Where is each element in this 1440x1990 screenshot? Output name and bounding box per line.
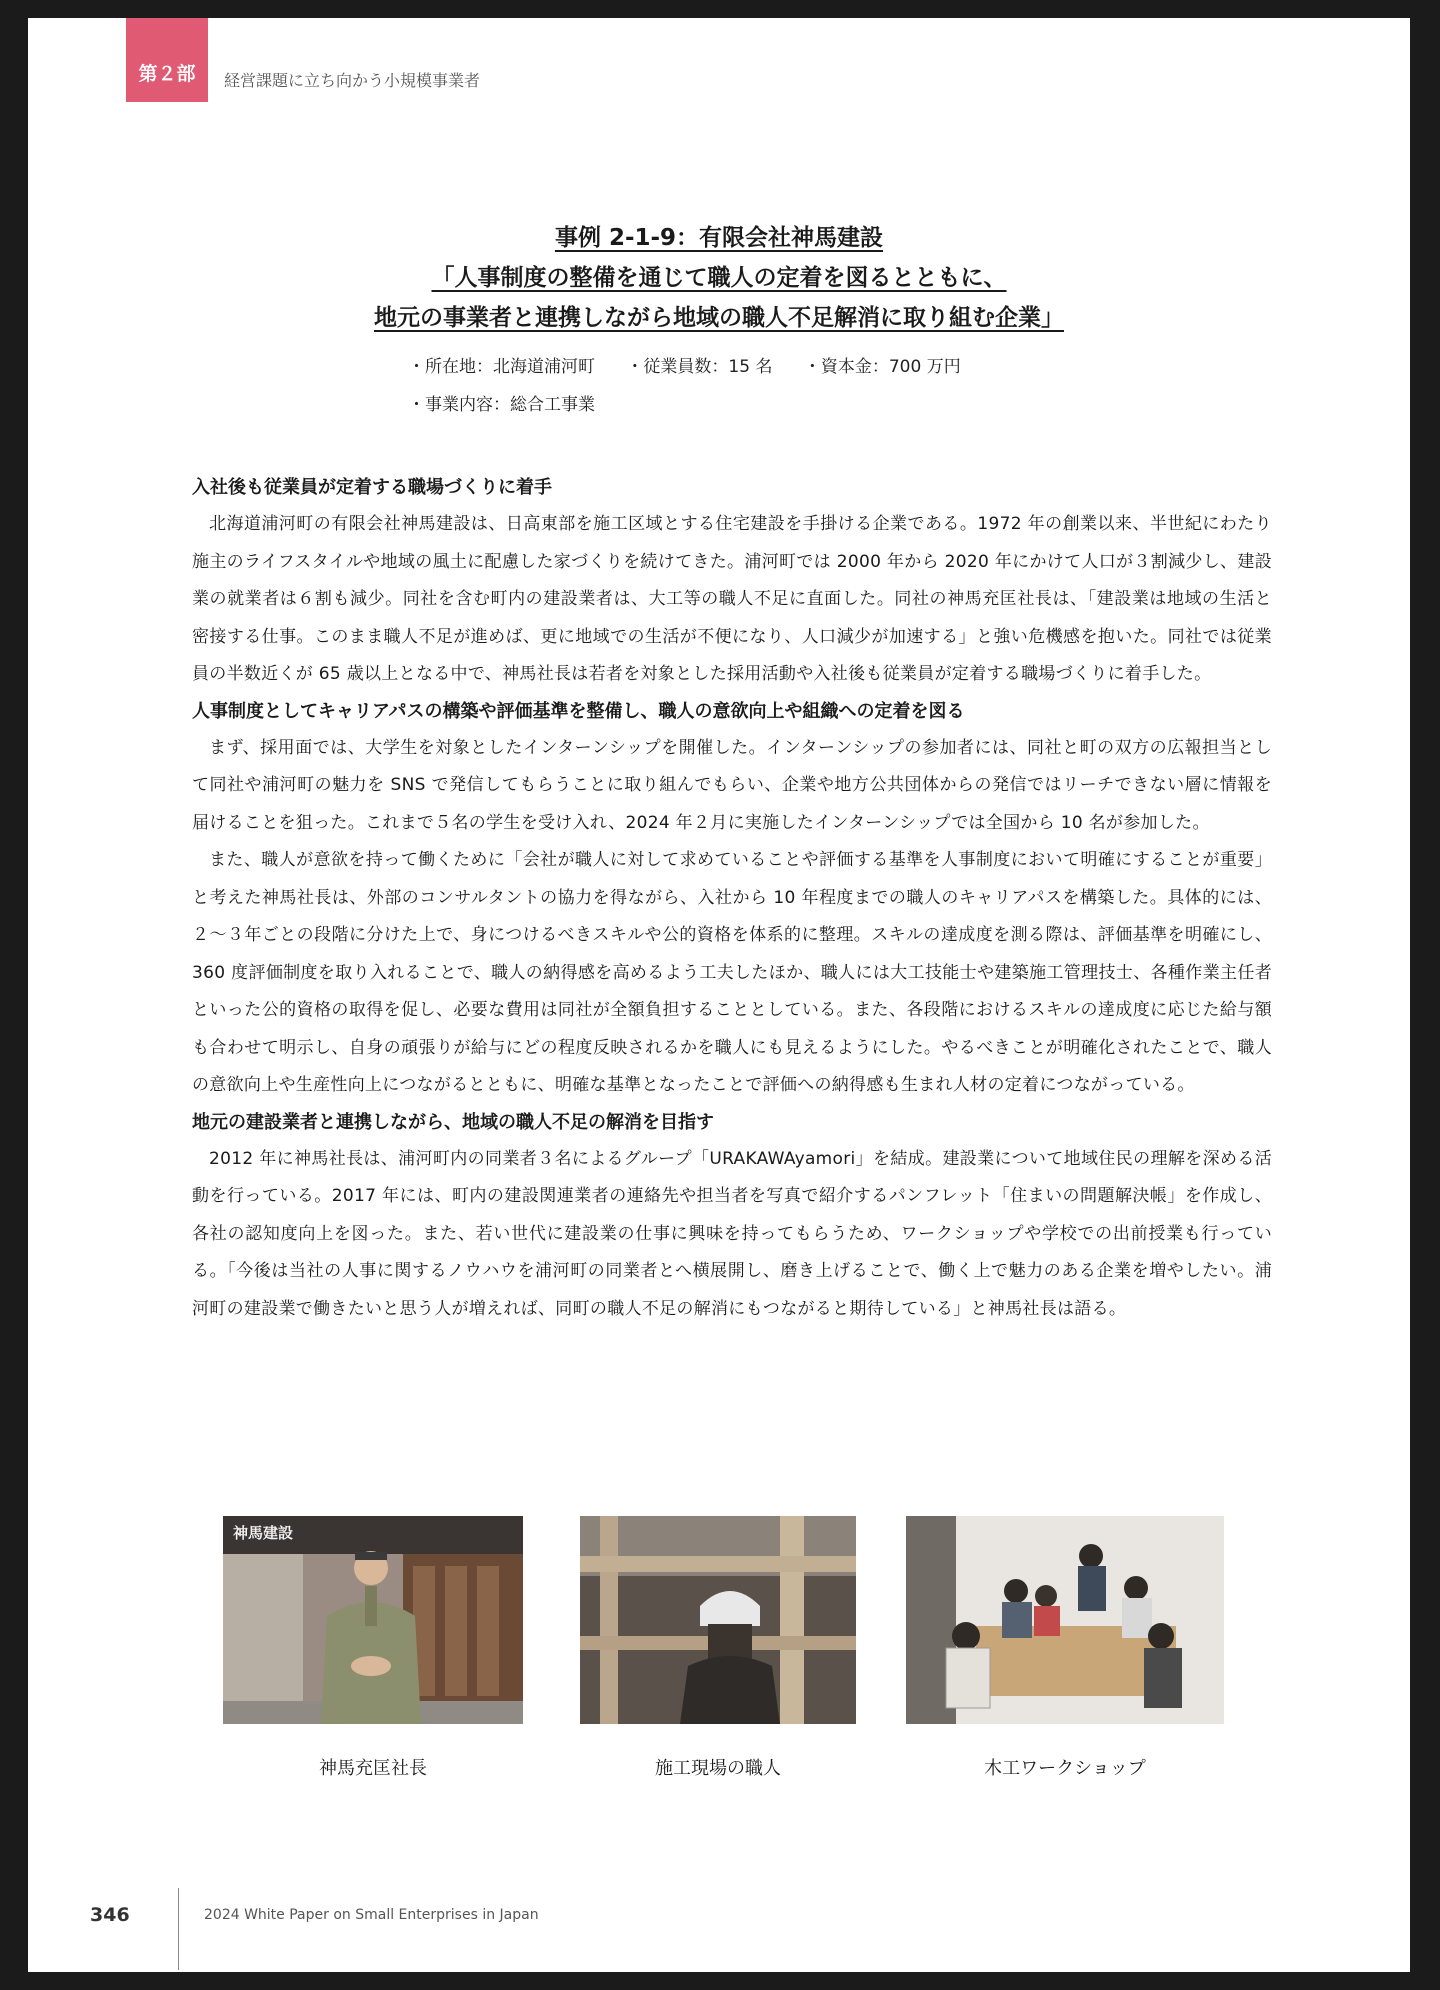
part-title: 経営課題に立ち向かう小規模事業者 bbox=[224, 71, 481, 90]
photo-row bbox=[28, 1516, 1410, 1746]
building-sign: 神馬建設 bbox=[233, 1524, 294, 1542]
paragraph: まず、採用面では、大学生を対象としたインターンシップを開催した。インターンシップの参加者には、同社と町の双方の広報担当として同社や浦河町の魅力を SNS で発信してもらうことに取り組んでもらい、企業や地方公共団体からの発信ではリーチできない層に情報を届けることを狙った。これまで５名の学生を受け入れ、2024 年２月に実施したインターンシップでは全国から 10 名が参加した。 bbox=[192, 737, 1272, 833]
company-meta bbox=[408, 348, 987, 424]
meta-capital: ・資本金：700 万円 bbox=[803, 357, 961, 377]
meta-employees: ・従業員数：15 名 bbox=[626, 357, 773, 377]
meta-business: ・事業内容：総合工事業 bbox=[408, 395, 595, 415]
meta-location: ・所在地：北海道浦河町 bbox=[408, 357, 595, 377]
case-title-line-2: 「人事制度の整備を通じて職人の定着を図るとともに、 bbox=[431, 265, 1007, 291]
part-badge: 第２部 bbox=[126, 18, 208, 102]
page-number: 346 bbox=[90, 1904, 130, 1926]
footer-divider bbox=[178, 1888, 179, 1970]
section-heading: 入社後も従業員が定着する職場づくりに着手 bbox=[192, 477, 552, 498]
photo-workshop bbox=[906, 1516, 1224, 1724]
section-heading: 地元の建設業者と連携しながら、地域の職人不足の解消を目指す bbox=[192, 1111, 714, 1133]
paragraph: 2012 年に神馬社長は、浦河町内の同業者３名によるグループ「URAKAWAyamori」を結成。建設業について地域住民の理解を深める活動を行っている。2017 年には、町内の建設関連業者の連絡先や担当者を写真で紹介するパンフレット「住まいの問題解決帳」を作成し、各社の認知度向上を図った。また、若い世代に建設業の仕事に興味を持ってもらうため、ワークショップや学校での出前授業も行っている。「今後は当社の人事に関するノウハウを浦河町の同業者とへ横展開し、磨き上げることで、働く上で魅力のある企業を増やしたい。浦河町の建設業で働きたいと思う人が増えれば、同町の職人不足の解消にもつながると期待している」と神馬社長は語る。 bbox=[192, 1148, 1272, 1319]
photo-caption-craftsman: 施工現場の職人 bbox=[655, 1758, 781, 1779]
case-title-line-3: 地元の事業者と連携しながら地域の職人不足解消に取り組む企業」 bbox=[374, 305, 1064, 331]
president-photo-illustration bbox=[223, 1516, 523, 1724]
photo-caption-president: 神馬充匡社長 bbox=[319, 1758, 427, 1779]
case-title bbox=[128, 218, 1310, 338]
article-body bbox=[192, 470, 1272, 1328]
paragraph: また、職人が意欲を持って働くために「会社が職人に対して求めていることや評価する基準を人事制度において明確にすることが重要」と考えた神馬社長は、外部のコンサルタントの協力を得ながら、入社から 10 年程度までの職人のキャリアパスを構築した。具体的には、２～３年ごとの段階に分けた上で、身につけるべきスキルや公的資格を体系的に整理。スキルの達成度を測る際は、評価基準を明確にし、360 度評価制度を取り入れることで、職人の納得感を高めるよう工夫したほか、職人には大工技能士や建築施工管理技士、各種作業主任者といった公的資格の取得を促し、必要な費用は同社が全額負担することとしている。また、各段階におけるスキルの達成度に応じた給与額も合わせて明示し、自身の頑張りが給与にどの程度反映されるかを職人にも見えるようにした。やるべきことが明確化されたことで、職人の意欲向上や生産性向上につながるとともに、明確な基準となったことで評価への納得感も生まれ人材の定着につながっている。 bbox=[192, 850, 1272, 1095]
photo-caption-workshop: 木工ワークショップ bbox=[984, 1758, 1146, 1779]
workshop-photo-illustration bbox=[906, 1516, 1224, 1724]
publication-title: 2024 White Paper on Small Enterprises in Japan bbox=[204, 1907, 539, 1923]
photo-craftsman bbox=[580, 1516, 856, 1724]
section-heading: 人事制度としてキャリアパスの構築や評価基準を整備し、職人の意欲向上や組織への定着を図る bbox=[192, 700, 965, 722]
paragraph: 北海道浦河町の有限会社神馬建設は、日高東部を施工区域とする住宅建設を手掛ける企業である。1972 年の創業以来、半世紀にわたり施主のライフスタイルや地域の風土に配慮した家づくりを続けてきた。浦河町では 2000 年から 2020 年にかけて人口が３割減少し、建設業の就業者は６割も減少。同社を含む町内の建設業者は、大工等の職人不足に直面した。同社の神馬充匡社長は、「建設業は地域の生活と密接する仕事。このまま職人不足が進めば、更に地域での生活が不便になり、人口減少が加速する」と強い危機感を抱いた。同社では従業員の半数近くが 65 歳以上となる中で、神馬社長は若者を対象とした採用活動や入社後も従業員が定着する職場づくりに着手した。 bbox=[192, 514, 1272, 684]
case-title-line-1: 事例 2-1-9：有限会社神馬建設 bbox=[554, 225, 884, 251]
document-page bbox=[28, 18, 1410, 1972]
craftsman-photo-illustration bbox=[580, 1516, 856, 1724]
photo-president bbox=[223, 1516, 523, 1724]
